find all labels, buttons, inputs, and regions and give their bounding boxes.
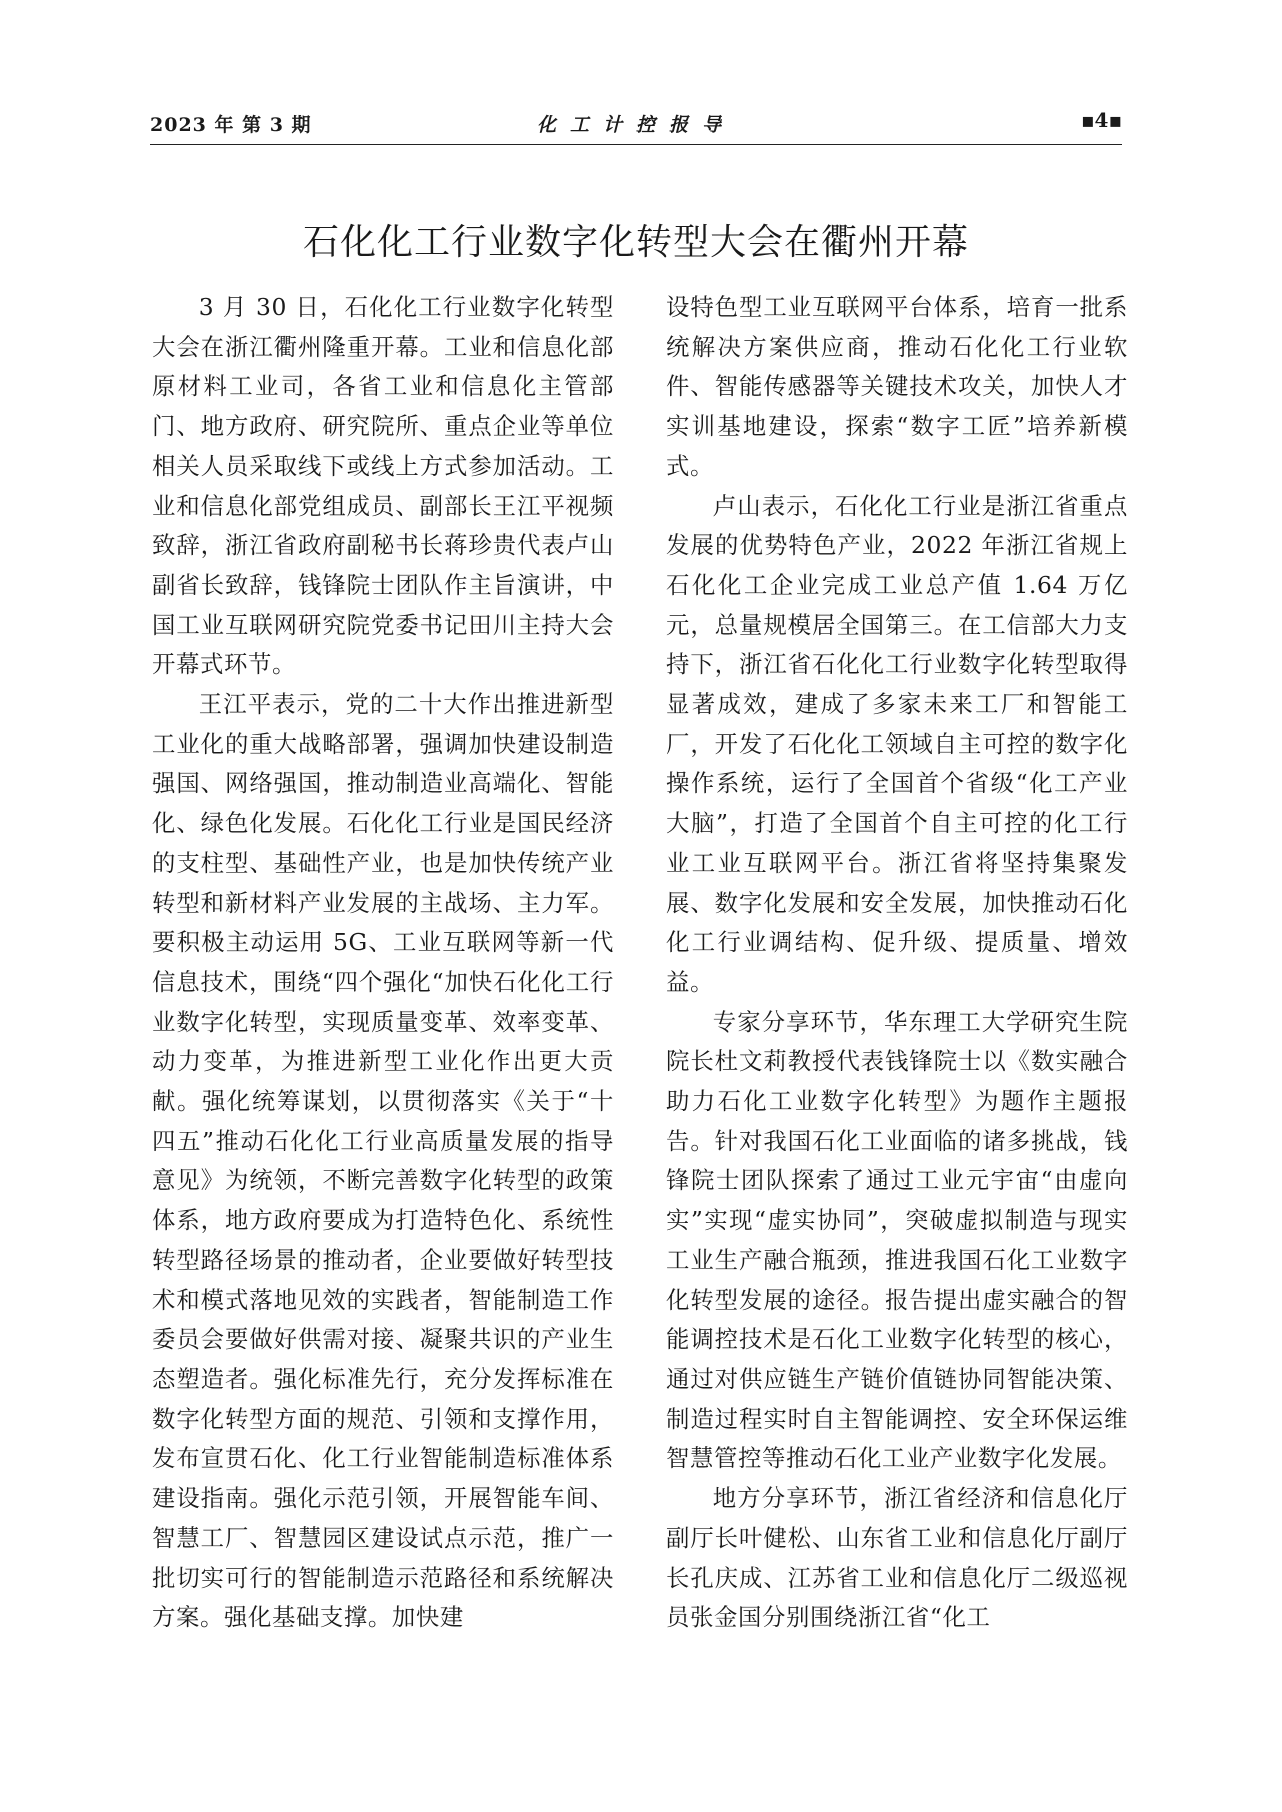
page-number: ▪4▪ <box>1080 108 1122 132</box>
issue-label: 2023 年 第 3 期 <box>150 114 312 136</box>
paragraph-4: 专家分享环节，华东理工大学研究生院院长杜文莉教授代表钱锋院士以《数实融合助力石化工业数字化转型》为题作主题报告。针对我国石化工业面临的诸多挑战，钱锋院士团队探索了通过工业元宇宙“由虚向实”实现“虚实协同”，突破虚拟制造与现实工业生产融合瓶颈，推进我国石化工业数字化转型发展的途径。报告提出虚实融合的智能调控技术是石化工业数字化转型的核心，通过对供应链生产链价值链协同智能决策、制造过程实时自主智能调控、安全环保运维智慧管控等推动石化工业产业数字化发展。 <box>666 1007 1128 1473</box>
paragraph-1: 3 月 30 日，石化化工行业数字化转型大会在浙江衢州隆重开幕。工业和信息化部原材料工业司，各省工业和信息化主管部门、地方政府、研究院所、重点企业等单位相关人员采取线下或线上方式参加活动。工业和信息化部党组成员、副部长王江平视频致辞，浙江省政府副秘书长蒋珍贵代表卢山副省长致辞，钱锋院士团队作主旨演讲，中国工业互联网研究院党委书记田川主持大会开幕式环节。 <box>152 293 614 679</box>
paragraph-3: 卢山表示，石化化工行业是浙江省重点发展的优势特色产业，2022 年浙江省规上石化化工企业完成工业总产值 1.64 万亿元，总量规模居全国第三。在工信部大力支持下，浙江省石化化工行业数字化转型取得显著成效，建成了多家未来工厂和智能工厂，开发了石化化工领域自主可控的数字化操作系统，运行了全国首个省级“化工产业大脑”，打造了全国首个自主可控的化工行业工业互联网平台。浙江省将坚持集聚发展、数字化发展和安全发展，加快推动石化化工行业调结构、促升级、提质量、增效益。 <box>666 491 1128 996</box>
right-column <box>666 288 1128 1638</box>
paragraph-2-continued: 设特色型工业互联网平台体系，培育一批系统解决方案供应商，推动石化化工行业软件、智能传感器等关键技术攻关，加快人才实训基地建设，探索“数字工匠”培养新模式。 <box>666 293 1128 480</box>
journal-name: 化工计控报导 <box>536 114 735 136</box>
running-header <box>150 104 1122 145</box>
paragraph-2: 王江平表示，党的二十大作出推进新型工业化的重大战略部署，强调加快建设制造强国、网络强国，推动制造业高端化、智能化、绿色化发展。石化化工行业是国民经济的支柱型、基础性产业，也是加快传统产业转型和新材料产业发展的主战场、主力军。要积极主动运用 5G、工业互联网等新一代信息技术，围绕“四个强化“加快石化化工行业数字化转型，实现质量变革、效率变革、动力变革，为推进新型工业化作出更大贡献。强化统筹谋划，以贯彻落实《关于“十四五”推动石化化工行业高质量发展的指导意见》为统领，不断完善数字化转型的政策体系，地方政府要成为打造特色化、系统性转型路径场景的推动者，企业要做好转型技术和模式落地见效的实践者，智能制造工作委员会要做好供需对接、凝聚共识的产业生态塑造者。强化标准先行，充分发挥标准在数字化转型方面的规范、引领和支撑作用，发布宣贯石化、化工行业智能制造标准体系建设指南。强化示范引领，开展智能车间、智慧工厂、智慧园区建设试点示范，推广一批切实可行的智能制造示范路径和系统解决方案。强化基础支撑。加快建 <box>152 690 614 1632</box>
paragraph-5: 地方分享环节，浙江省经济和信息化厅副厅长叶健松、山东省工业和信息化厅副厅长孔庆成、江苏省工业和信息化厅二级巡视员张金国分别围绕浙江省“化工 <box>666 1484 1128 1632</box>
article-title: 石化化工行业数字化转型大会在衢州开幕 <box>302 222 969 264</box>
left-column <box>152 288 614 1638</box>
